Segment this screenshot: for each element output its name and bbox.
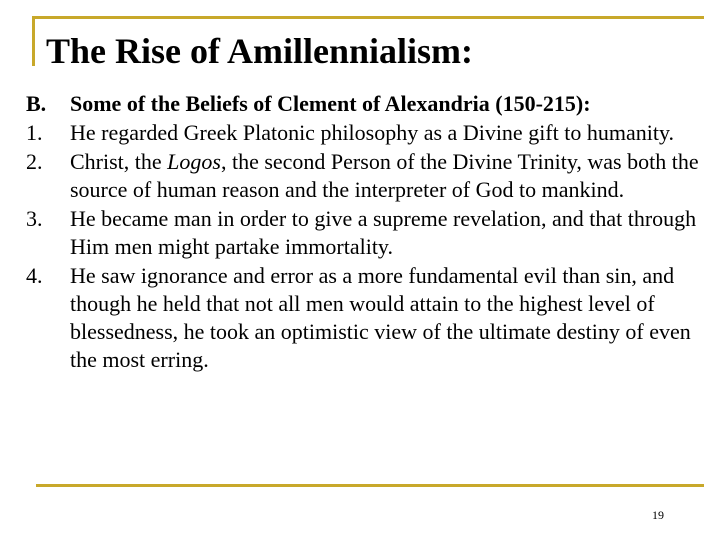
list-item-text: He regarded Greek Platonic philosophy as a Divine gift to humanity. bbox=[70, 120, 675, 145]
left-border-line bbox=[32, 16, 35, 66]
list-item-text: He became man in order to give a supreme revelation, and that through Him men might partake immortality. bbox=[70, 206, 697, 259]
top-border-line bbox=[32, 16, 704, 19]
list-item-number: 3. bbox=[26, 206, 43, 231]
list-item bbox=[26, 262, 706, 374]
slide-title: The Rise of Amillennialism: bbox=[46, 31, 474, 71]
list-item-text bbox=[70, 148, 706, 204]
slide-body bbox=[26, 90, 706, 374]
bottom-border-line bbox=[36, 484, 704, 487]
section-marker: B. bbox=[26, 91, 47, 116]
list-item bbox=[26, 148, 706, 204]
italic-term: Logos bbox=[167, 149, 221, 174]
list-item bbox=[26, 205, 706, 261]
list-item-number: 4. bbox=[26, 263, 43, 288]
section-heading bbox=[26, 90, 706, 118]
list-item-number: 2. bbox=[26, 149, 43, 174]
text-run: , the second Person of the Divine Trinity, was both the source of human reason and the interpreter of God to mankind. bbox=[70, 149, 699, 202]
list-item-number: 1. bbox=[26, 120, 43, 145]
list-item bbox=[26, 119, 706, 147]
list-item-text: He saw ignorance and error as a more fundamental evil than sin, and though he held that not all men would attain to the highest level of blessedness, he took an optimistic view of the ultimate destiny of even the most erring. bbox=[70, 263, 691, 372]
section-heading-text: Some of the Beliefs of Clement of Alexandria (150-215): bbox=[70, 91, 591, 116]
page-number: 19 bbox=[652, 508, 664, 522]
text-run: Christ, the bbox=[70, 149, 168, 174]
